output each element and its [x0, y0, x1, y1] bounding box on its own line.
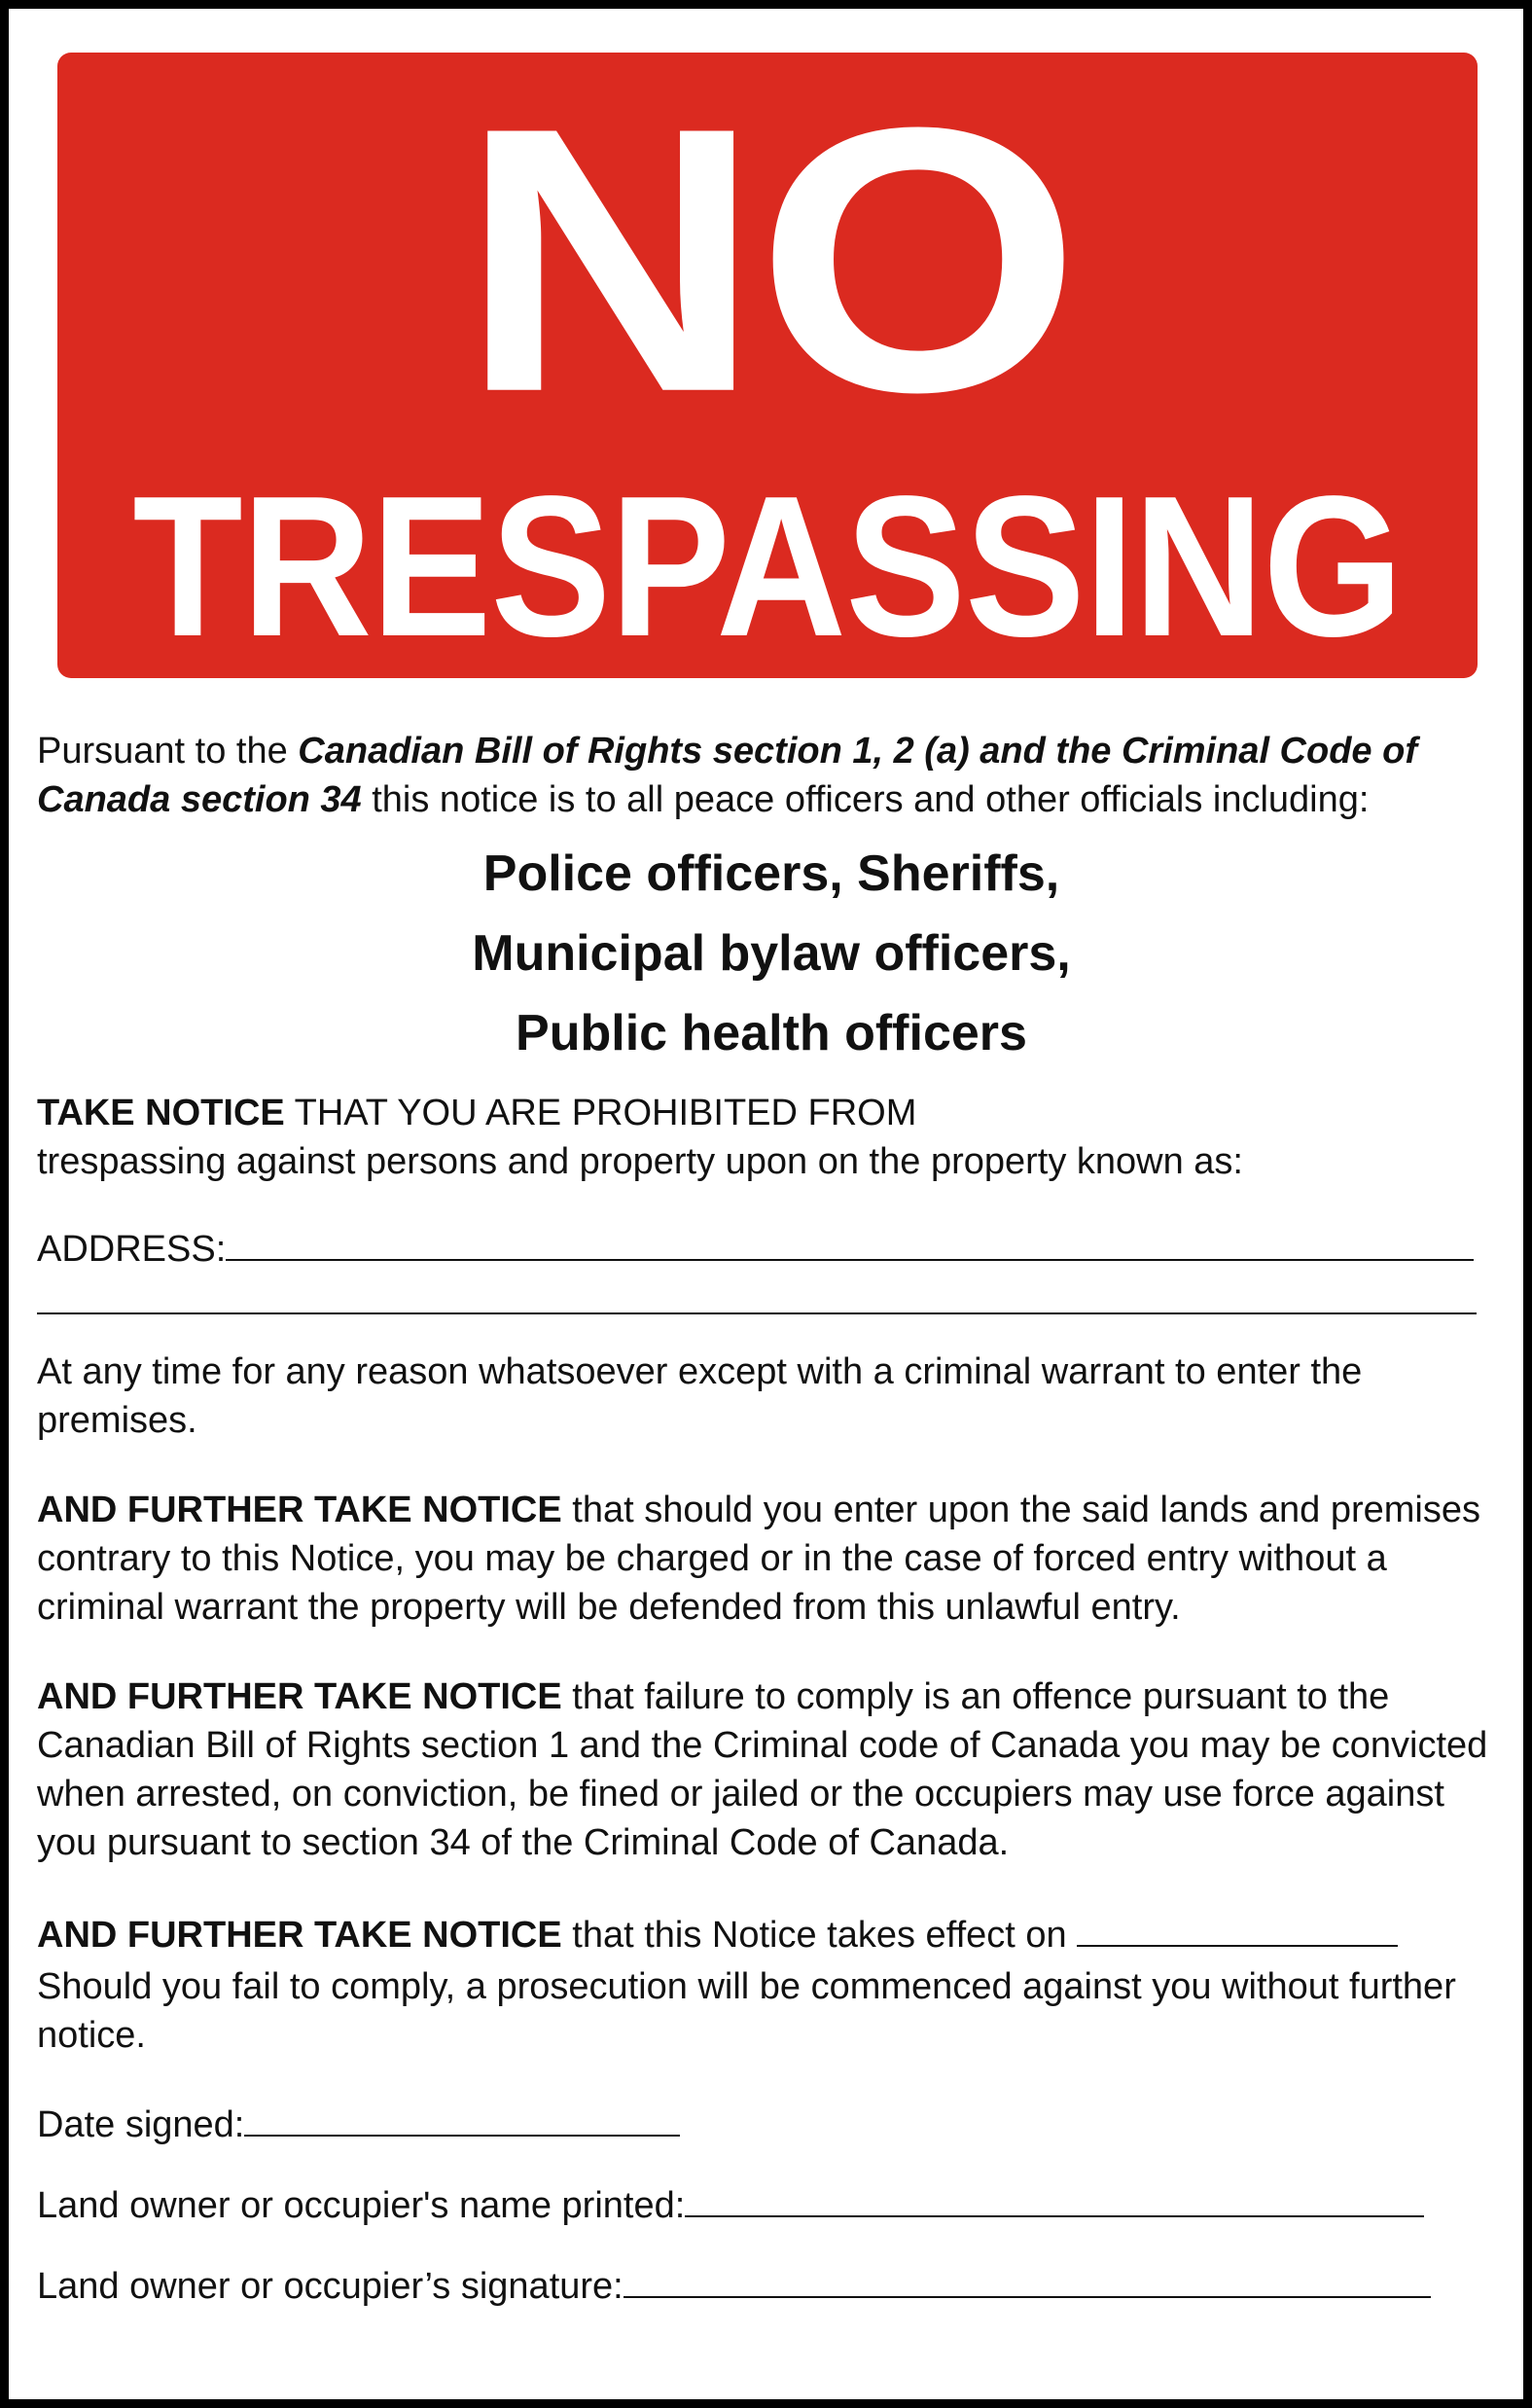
effective-date-row	[37, 1908, 1506, 1962]
intro-prefix: Pursuant to the	[37, 731, 299, 772]
take-notice-line-2: trespassing against persons and property upon on the property known as:	[37, 1141, 1243, 1182]
intro-paragraph	[37, 727, 1506, 824]
name-printed-row	[37, 2181, 1506, 2230]
date-signed-label: Date signed:	[37, 2104, 245, 2145]
further-notice-offence-text: that failure to comply is an offence pursuant to the Canadian Bill of Rights section 1 and the Criminal code of Canada you may be convicted when arrested, on conviction, be fined or jailed or the occupiers may use force against you pursuant to section 34 of the Criminal Code of Canada.	[37, 1676, 1488, 1863]
officials-line-2: Municipal bylaw officers,	[472, 925, 1071, 982]
prosecution-warning: Should you fail to comply, a prosecution will be commenced against you without further notice.	[37, 1966, 1456, 2056]
further-notice-entry-lead: AND FURTHER TAKE NOTICE	[37, 1490, 562, 1530]
address-line-2[interactable]	[37, 1274, 1477, 1314]
any-time-paragraph: At any time for any reason whatsoever except with a criminal warrant to enter the premises.	[37, 1351, 1363, 1441]
intro-suffix: this notice is to all peace officers and other officials including:	[361, 779, 1370, 820]
take-notice-lead: TAKE NOTICE	[37, 1093, 285, 1133]
signature-label: Land owner or occupier’s signature:	[37, 2266, 623, 2307]
further-notice-offence-paragraph	[37, 1672, 1506, 1867]
name-printed-line[interactable]	[685, 2182, 1424, 2217]
further-notice-offence-lead: AND FURTHER TAKE NOTICE	[37, 1676, 562, 1717]
address-line-1[interactable]	[226, 1226, 1474, 1261]
address-row	[37, 1225, 1506, 1274]
further-notice-entry-text: that should you enter upon the said lands and premises contrary to this Notice, you may be charged or in the case of forced entry without a criminal warrant the property will be defended from this unlawful entry.	[37, 1490, 1481, 1628]
further-notice-entry-paragraph	[37, 1486, 1506, 1632]
signature-line[interactable]	[623, 2263, 1431, 2298]
take-notice-paragraph	[37, 1089, 1506, 1186]
signature-row	[37, 2262, 1506, 2311]
banner-no-text: NO	[459, 53, 1076, 471]
address-label: ADDRESS:	[37, 1229, 227, 1270]
notice-body	[37, 727, 1506, 2343]
name-printed-label: Land owner or occupier's name printed:	[37, 2185, 686, 2226]
further-notice-effective-text: that this Notice takes effect on	[561, 1915, 1078, 1956]
officials-list	[37, 834, 1506, 1073]
effective-date-line[interactable]	[1077, 1912, 1398, 1947]
further-notice-effective-lead: AND FURTHER TAKE NOTICE	[37, 1915, 562, 1956]
date-signed-line[interactable]	[244, 2102, 680, 2137]
banner-trespassing-text: TRESPASSING	[132, 454, 1403, 678]
date-signed-row	[37, 2101, 1506, 2149]
officials-line-3: Public health officers	[516, 1005, 1027, 1061]
officials-line-1: Police officers, Sheriffs,	[482, 845, 1060, 902]
intro-statute: Canadian Bill of Rights section 1, 2 (a) and the Criminal Code of Canada section 34	[37, 731, 1417, 820]
take-notice-line-1: THAT YOU ARE PROHIBITED FROM	[284, 1093, 917, 1133]
no-trespassing-banner	[57, 53, 1478, 678]
